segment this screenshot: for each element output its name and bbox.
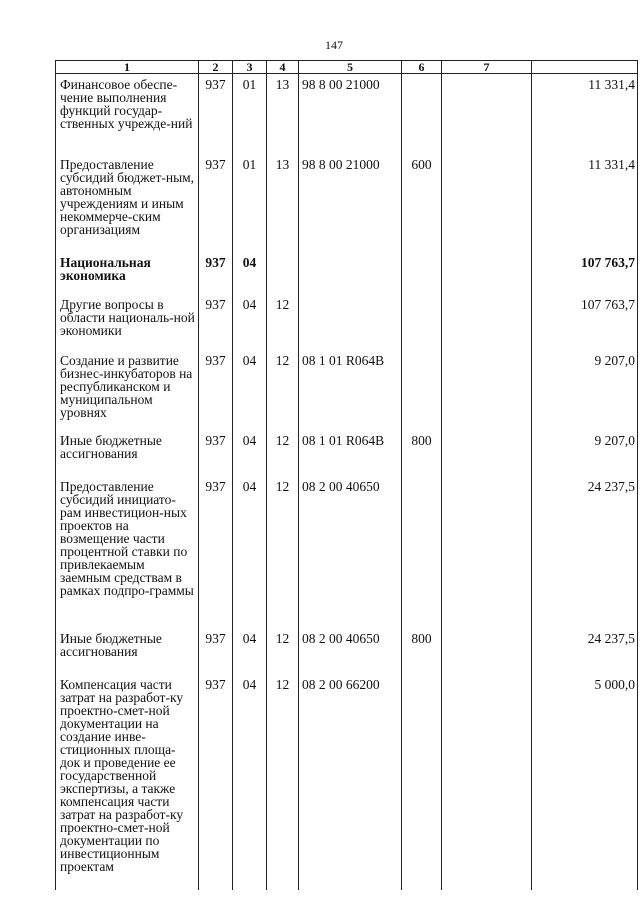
table-row	[56, 294, 638, 350]
row-name: Компенсация части затрат на разработ-ку проектно-смет-ной документации на создание инве-стиционных площа-док и проведение ее государственной экспертизы, а также компенсация части затрат на разработ-ку проектно-смет-ной документации по инвестиционным проектам	[56, 674, 199, 890]
row-col-7	[442, 294, 532, 350]
row-col-6: 600	[402, 154, 442, 252]
page-number-text: 147	[325, 38, 343, 52]
row-name: Другие вопросы в области националь-ной экономики	[56, 294, 199, 350]
row-amount: 24 237,5	[532, 476, 638, 628]
row-col-2: 937	[199, 294, 233, 350]
row-col-7	[442, 430, 532, 476]
row-col-5: 08 2 00 40650	[299, 628, 402, 674]
row-col-2: 937	[199, 252, 233, 294]
row-col-5	[299, 252, 402, 294]
row-col-3: 04	[233, 350, 267, 430]
table-row	[56, 350, 638, 430]
row-col-6	[402, 476, 442, 628]
table-row	[56, 430, 638, 476]
row-amount: 11 331,4	[532, 74, 638, 155]
row-amount: 107 763,7	[532, 294, 638, 350]
row-col-6: 800	[402, 628, 442, 674]
row-amount: 107 763,7	[532, 252, 638, 294]
row-col-2: 937	[199, 430, 233, 476]
row-col-4: 12	[267, 350, 299, 430]
row-col-3: 04	[233, 430, 267, 476]
header-col-6: 6	[402, 61, 442, 74]
row-col-5: 98 8 00 21000	[299, 154, 402, 252]
row-col-4	[267, 252, 299, 294]
table-row	[56, 674, 638, 890]
table-row	[56, 74, 638, 155]
row-col-7	[442, 674, 532, 890]
row-col-4: 13	[267, 154, 299, 252]
row-amount: 9 207,0	[532, 350, 638, 430]
row-col-3: 04	[233, 476, 267, 628]
header-col-5: 5	[299, 61, 402, 74]
budget-table-container	[55, 59, 637, 874]
row-col-6	[402, 74, 442, 155]
row-col-7	[442, 476, 532, 628]
header-col-7: 7	[442, 61, 532, 74]
row-col-2: 937	[199, 628, 233, 674]
row-col-3: 04	[233, 674, 267, 890]
row-col-7	[442, 350, 532, 430]
row-name: Национальная экономика	[56, 252, 199, 294]
table-row	[56, 252, 638, 294]
row-name: Финансовое обеспе-чение выполнения функций государ-ственных учрежде-ний	[56, 74, 199, 155]
row-col-6	[402, 294, 442, 350]
row-col-2: 937	[199, 154, 233, 252]
row-col-2: 937	[199, 350, 233, 430]
table-row	[56, 628, 638, 674]
row-name: Иные бюджетные ассигнования	[56, 628, 199, 674]
row-name: Иные бюджетные ассигнования	[56, 430, 199, 476]
row-name: Предоставление субсидий инициато-рам инвестицион-ных проектов на возмещение части процентной ставки по привлекаемым заемным средствам в рамках подпро-граммы	[56, 476, 199, 628]
row-col-5: 98 8 00 21000	[299, 74, 402, 155]
row-col-7	[442, 154, 532, 252]
row-col-7	[442, 74, 532, 155]
row-col-7	[442, 628, 532, 674]
table-body	[56, 74, 638, 891]
header-col-4: 4	[267, 61, 299, 74]
row-col-4: 12	[267, 674, 299, 890]
header-col-3: 3	[233, 61, 267, 74]
row-col-5: 08 1 01 R064B	[299, 350, 402, 430]
row-col-4: 12	[267, 294, 299, 350]
header-col-1: 1	[56, 61, 199, 74]
row-col-2: 937	[199, 674, 233, 890]
budget-table	[55, 60, 638, 890]
table-row	[56, 476, 638, 628]
row-amount: 5 000,0	[532, 674, 638, 890]
row-name: Создание и развитие бизнес-инкубаторов на республиканском и муниципальном уровнях	[56, 350, 199, 430]
row-amount: 24 237,5	[532, 628, 638, 674]
row-col-2: 937	[199, 476, 233, 628]
row-col-4: 13	[267, 74, 299, 155]
row-col-3: 04	[233, 294, 267, 350]
row-name: Предоставление субсидий бюджет-ным, автономным учреждениям и иным некоммерче-ским организациям	[56, 154, 199, 252]
row-col-4: 12	[267, 476, 299, 628]
row-col-3: 04	[233, 252, 267, 294]
header-col-2: 2	[199, 61, 233, 74]
row-col-5: 08 2 00 66200	[299, 674, 402, 890]
row-col-4: 12	[267, 430, 299, 476]
row-col-6	[402, 674, 442, 890]
table-row	[56, 154, 638, 252]
row-col-6	[402, 350, 442, 430]
row-col-3: 01	[233, 154, 267, 252]
row-col-6: 800	[402, 430, 442, 476]
row-col-5: 08 1 01 R064B	[299, 430, 402, 476]
row-col-5: 08 2 00 40650	[299, 476, 402, 628]
row-col-6	[402, 252, 442, 294]
row-col-4: 12	[267, 628, 299, 674]
row-amount: 11 331,4	[532, 154, 638, 252]
row-col-3: 04	[233, 628, 267, 674]
row-col-7	[442, 252, 532, 294]
row-col-3: 01	[233, 74, 267, 155]
row-col-5	[299, 294, 402, 350]
header-col-8	[532, 61, 638, 74]
table-header-row	[56, 61, 638, 74]
row-col-2: 937	[199, 74, 233, 155]
row-amount: 9 207,0	[532, 430, 638, 476]
